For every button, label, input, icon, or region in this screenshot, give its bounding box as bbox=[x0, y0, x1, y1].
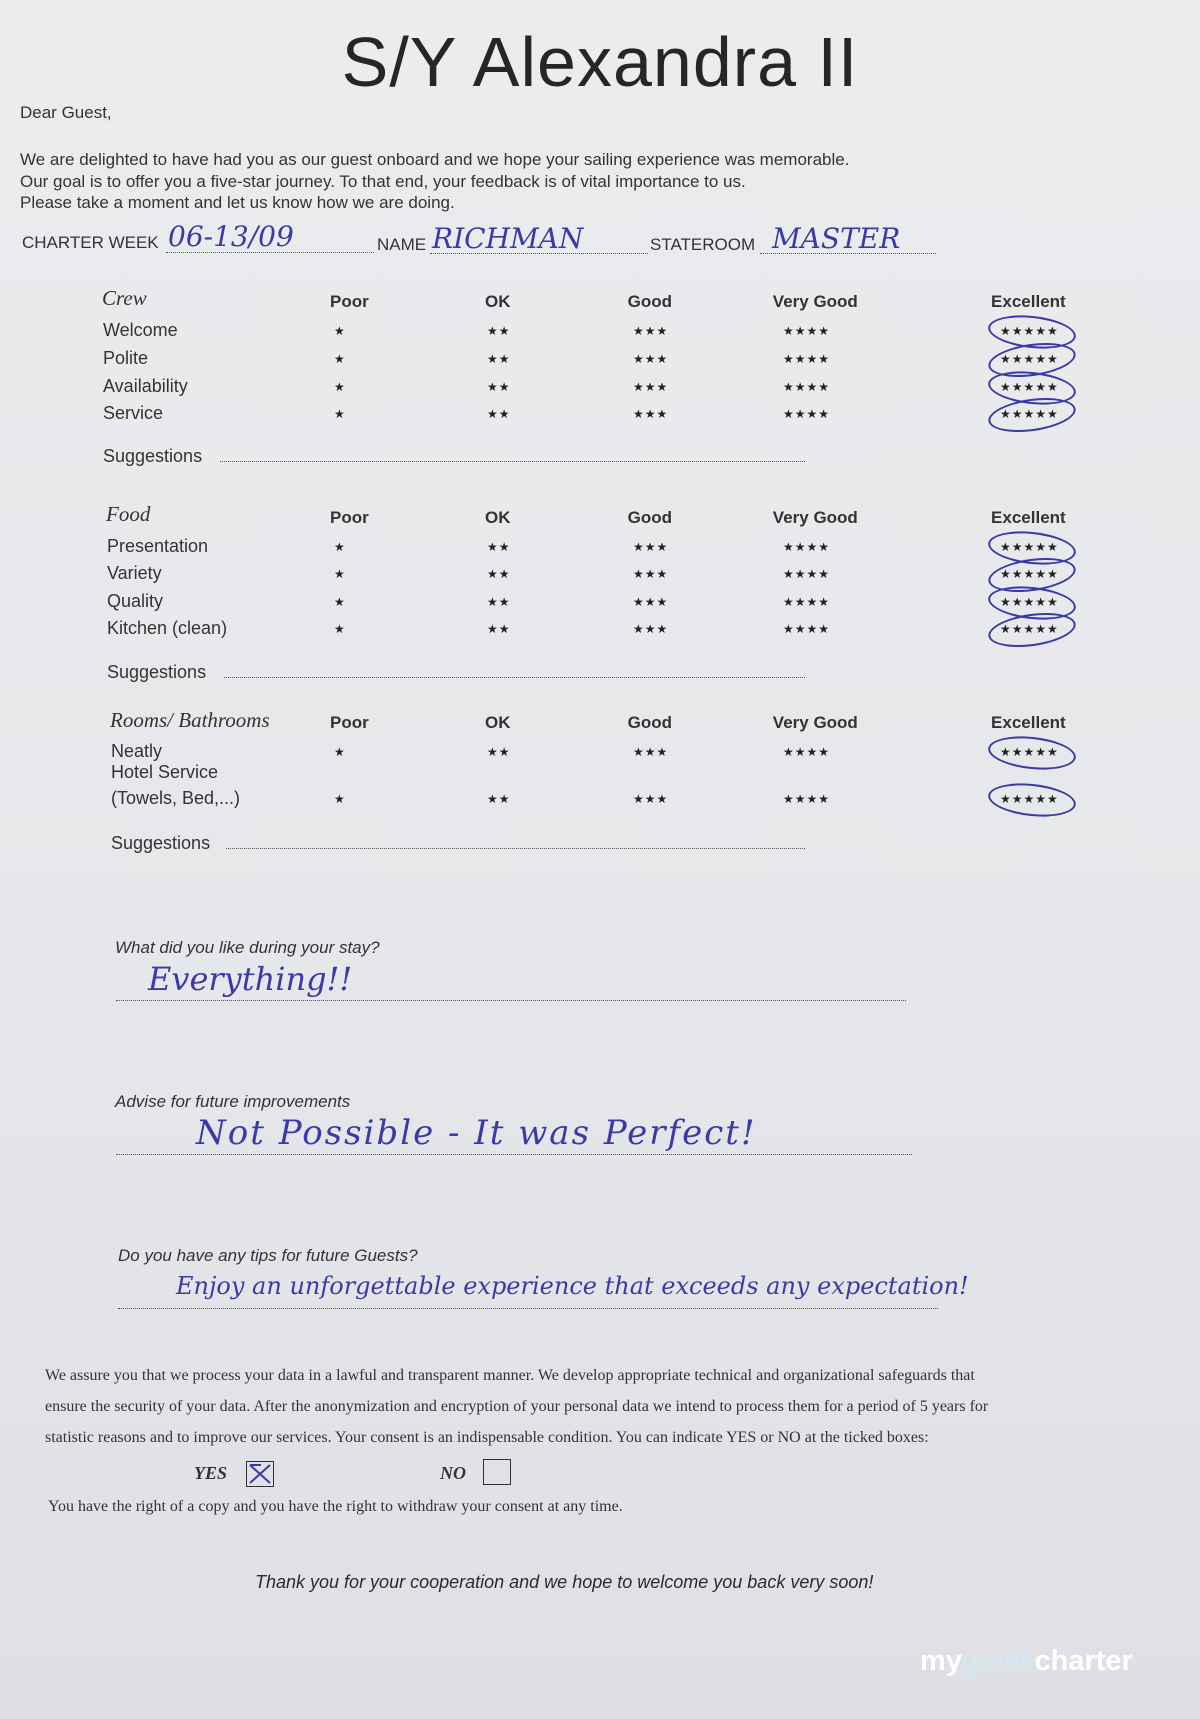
suggestions-label: Suggestions bbox=[107, 662, 207, 682]
column-header-ok: OK bbox=[485, 292, 511, 311]
name-field[interactable]: RICHMAN bbox=[432, 222, 584, 255]
section-title: Food bbox=[106, 502, 151, 526]
rating-stars[interactable]: ★★★ bbox=[633, 595, 669, 609]
rating-stars[interactable]: ★ bbox=[334, 380, 346, 394]
rating-stars[interactable]: ★★ bbox=[487, 745, 511, 759]
rating-stars[interactable]: ★★★ bbox=[633, 792, 669, 806]
rating-stars[interactable]: ★★★ bbox=[633, 567, 669, 581]
rating-stars[interactable]: ★★★★ bbox=[783, 407, 831, 421]
column-header-very-good: Very Good bbox=[772, 508, 858, 527]
rating-stars[interactable]: ★★★★★ bbox=[1000, 792, 1059, 806]
rating-stars[interactable]: ★★ bbox=[487, 324, 511, 338]
rating-stars[interactable]: ★★ bbox=[487, 352, 511, 366]
row-label: Service bbox=[103, 403, 164, 423]
rating-stars[interactable]: ★★★★ bbox=[783, 792, 831, 806]
rating-stars[interactable]: ★★★★ bbox=[783, 380, 831, 394]
rating-stars[interactable]: ★★★ bbox=[633, 352, 669, 366]
rating-stars[interactable]: ★ bbox=[334, 540, 346, 554]
intro-line-3: Please take a moment and let us know how we are doing. bbox=[20, 193, 455, 212]
rating-stars[interactable]: ★★★★★ bbox=[1000, 745, 1059, 759]
rating-stars[interactable]: ★ bbox=[334, 352, 346, 366]
legal-line-3: statistic reasons and to improve our services. Your consent is an indispensable condition. You can indicate YES or NO at the ticked boxes: bbox=[45, 1429, 929, 1446]
rating-stars[interactable]: ★★★★ bbox=[783, 622, 831, 636]
row-label: Quality bbox=[107, 591, 164, 611]
column-header-good: Good bbox=[627, 508, 673, 527]
rating-stars[interactable]: ★★★ bbox=[633, 745, 669, 759]
rating-stars[interactable]: ★★★★★ bbox=[1000, 407, 1059, 421]
consent-no-checkbox[interactable] bbox=[483, 1459, 511, 1485]
column-header-good: Good bbox=[627, 292, 673, 311]
section-title: Rooms/ Bathrooms bbox=[110, 708, 270, 732]
name-label: NAME bbox=[377, 235, 427, 254]
rating-stars[interactable]: ★★★★★ bbox=[1000, 540, 1059, 554]
rating-stars[interactable]: ★★★★★ bbox=[1000, 567, 1059, 581]
column-header-good: Good bbox=[627, 713, 673, 732]
rating-stars[interactable]: ★★★★ bbox=[783, 595, 831, 609]
rating-stars[interactable]: ★★★★ bbox=[783, 745, 831, 759]
rating-stars[interactable]: ★★★★★ bbox=[1000, 595, 1059, 609]
question-tips: Do you have any tips for future Guests? bbox=[118, 1246, 418, 1265]
column-header-ok: OK bbox=[485, 508, 511, 527]
rating-stars[interactable]: ★ bbox=[334, 595, 346, 609]
stateroom-label: STATEROOM bbox=[650, 235, 756, 254]
rating-stars[interactable]: ★★★ bbox=[633, 407, 669, 421]
consent-no-label: NO bbox=[440, 1463, 466, 1483]
column-header-excellent: Excellent bbox=[991, 713, 1066, 732]
rating-stars[interactable]: ★★★★ bbox=[783, 567, 831, 581]
rights-text: You have the right of a copy and you have the right to withdraw your consent at any time. bbox=[48, 1498, 623, 1515]
rating-stars[interactable]: ★★★ bbox=[633, 324, 669, 338]
rating-stars[interactable]: ★★★★★ bbox=[1000, 622, 1059, 636]
answer-tips-line bbox=[118, 1308, 938, 1309]
rating-stars[interactable]: ★★★★ bbox=[783, 540, 831, 554]
rating-stars[interactable]: ★★★ bbox=[633, 622, 669, 636]
selected-rating-circle bbox=[987, 732, 1078, 773]
intro-line-2: Our goal is to offer you a five-star journey. To that end, your feedback is of vital importance to us. bbox=[20, 172, 746, 191]
rating-stars[interactable]: ★★ bbox=[487, 380, 511, 394]
rating-stars[interactable]: ★ bbox=[334, 622, 346, 636]
row-label: Kitchen (clean) bbox=[107, 618, 228, 638]
row-label: Neatly bbox=[111, 741, 163, 761]
column-header-ok: OK bbox=[485, 713, 511, 732]
suggestions-label: Suggestions bbox=[111, 833, 211, 853]
row-label: (Towels, Bed,...) bbox=[111, 788, 241, 808]
rating-stars[interactable]: ★★★★ bbox=[783, 324, 831, 338]
answer-liked-line bbox=[116, 1000, 906, 1001]
row-label: Hotel Service bbox=[111, 762, 219, 782]
rating-stars[interactable]: ★ bbox=[334, 567, 346, 581]
consent-yes-checkbox[interactable] bbox=[246, 1461, 274, 1487]
column-header-very-good: Very Good bbox=[772, 713, 858, 732]
row-label: Variety bbox=[107, 563, 162, 583]
rating-stars[interactable]: ★★ bbox=[487, 622, 511, 636]
row-label: Welcome bbox=[103, 320, 178, 340]
rating-stars[interactable]: ★★★★★ bbox=[1000, 352, 1059, 366]
rating-stars[interactable]: ★★ bbox=[487, 567, 511, 581]
stateroom-field[interactable]: MASTER bbox=[772, 222, 901, 255]
rating-stars[interactable]: ★ bbox=[334, 324, 346, 338]
answer-tips-field[interactable]: Enjoy an unforgettable experience that exceeds any expectation! bbox=[176, 1272, 969, 1300]
rating-stars[interactable]: ★★★★ bbox=[783, 352, 831, 366]
rating-stars[interactable]: ★★ bbox=[487, 792, 511, 806]
column-header-very-good: Very Good bbox=[772, 292, 858, 311]
consent-yes-label: YES bbox=[194, 1463, 228, 1483]
suggestions-line[interactable] bbox=[224, 677, 805, 678]
watermark-logo: mygreekcharter bbox=[920, 1645, 1133, 1677]
suggestions-label: Suggestions bbox=[103, 446, 203, 466]
row-label: Availability bbox=[103, 376, 188, 396]
column-header-poor: Poor bbox=[330, 713, 369, 732]
question-improvements: Advise for future improvements bbox=[115, 1092, 351, 1111]
answer-liked-field[interactable]: Everything!! bbox=[148, 960, 353, 998]
selected-rating-circle bbox=[987, 779, 1078, 820]
rating-stars[interactable]: ★ bbox=[334, 792, 346, 806]
intro-line-1: We are delighted to have had you as our guest onboard and we hope your sailing experience was memorable. bbox=[20, 150, 850, 169]
rating-stars[interactable]: ★★ bbox=[487, 540, 511, 554]
section-title: Crew bbox=[102, 286, 147, 310]
rating-stars[interactable]: ★★★ bbox=[633, 380, 669, 394]
suggestions-line[interactable] bbox=[220, 461, 805, 462]
rating-stars[interactable]: ★ bbox=[334, 407, 346, 421]
charter-week-label: CHARTER WEEK bbox=[22, 233, 159, 252]
rating-stars[interactable]: ★★★★★ bbox=[1000, 380, 1059, 394]
column-header-excellent: Excellent bbox=[991, 508, 1066, 527]
column-header-poor: Poor bbox=[330, 508, 369, 527]
question-liked: What did you like during your stay? bbox=[115, 938, 380, 957]
charter-week-field[interactable]: 06-13/09 bbox=[168, 220, 294, 253]
rating-stars[interactable]: ★★★★★ bbox=[1000, 324, 1059, 338]
thanks-text: Thank you for your cooperation and we hope to welcome you back very soon! bbox=[255, 1572, 874, 1592]
legal-line-2: ensure the security of your data. After the anonymization and encryption of your personal data we intend to process them for a period of 5 years for bbox=[45, 1398, 989, 1415]
row-label: Presentation bbox=[107, 536, 209, 556]
greeting: Dear Guest, bbox=[20, 103, 112, 122]
yacht-title: S/Y Alexandra II bbox=[341, 23, 859, 101]
checkmark-x-icon bbox=[247, 1462, 273, 1486]
column-header-poor: Poor bbox=[330, 292, 369, 311]
suggestions-line[interactable] bbox=[226, 848, 805, 849]
column-header-excellent: Excellent bbox=[991, 292, 1066, 311]
rating-stars[interactable]: ★★★ bbox=[633, 540, 669, 554]
answer-improvements-line bbox=[116, 1154, 912, 1155]
selected-rating-circle bbox=[986, 608, 1078, 652]
rating-stars[interactable]: ★ bbox=[334, 745, 346, 759]
answer-improvements-field[interactable]: Not Possible - It was Perfect! bbox=[196, 1113, 757, 1153]
legal-line-1: We assure you that we process your data in a lawful and transparent manner. We develop appropriate technical and organizational safeguards that bbox=[45, 1367, 975, 1384]
row-label: Polite bbox=[103, 348, 149, 368]
selected-rating-circle bbox=[986, 393, 1078, 437]
rating-stars[interactable]: ★★ bbox=[487, 407, 511, 421]
rating-stars[interactable]: ★★ bbox=[487, 595, 511, 609]
